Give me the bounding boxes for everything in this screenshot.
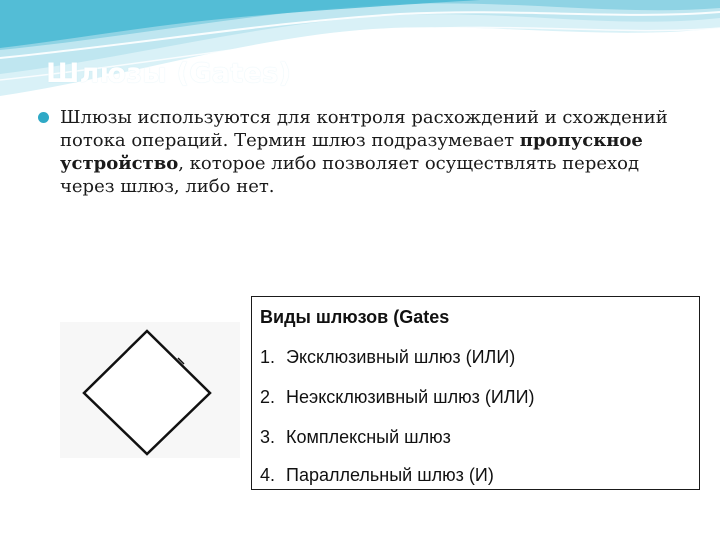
bullet-text-before: Шлюзы используются для контроля расхождений и схождений потока операций. Термин шлюз подразумевает [60,107,668,151]
slide-title: Шлюзы (Gates) [46,58,292,89]
list-item [260,427,451,448]
bullet-item [38,106,698,198]
gateway-diamond-panel [60,322,240,458]
gateway-types-box [251,296,700,490]
list-item-number: 3. [260,427,276,447]
bullet-text-after: , которое либо позволяет осуществлять переход через шлюз, либо нет. [60,153,640,197]
list-item-label: Параллельный шлюз (И) [286,465,494,485]
list-item-number: 1. [260,347,276,367]
list-item-label: Неэксклюзивный шлюз (ИЛИ) [286,387,535,407]
list-item-label: Комплексный шлюз [286,427,451,447]
gateway-types-title: Виды шлюзов (Gates [260,307,450,327]
list-item-label: Эксклюзивный шлюз (ИЛИ) [286,347,516,367]
wave-header-decoration [0,0,720,110]
gateway-diamond-icon [60,322,240,458]
list-item-number: 4. [260,465,276,485]
list-item [260,347,515,368]
circle-bullet-icon [38,112,49,123]
list-item [260,465,494,486]
list-item [260,387,535,408]
list-item-number: 2. [260,387,276,407]
bullet-text [60,106,698,198]
bullet-bold-term: пропускное устройство [60,130,643,174]
